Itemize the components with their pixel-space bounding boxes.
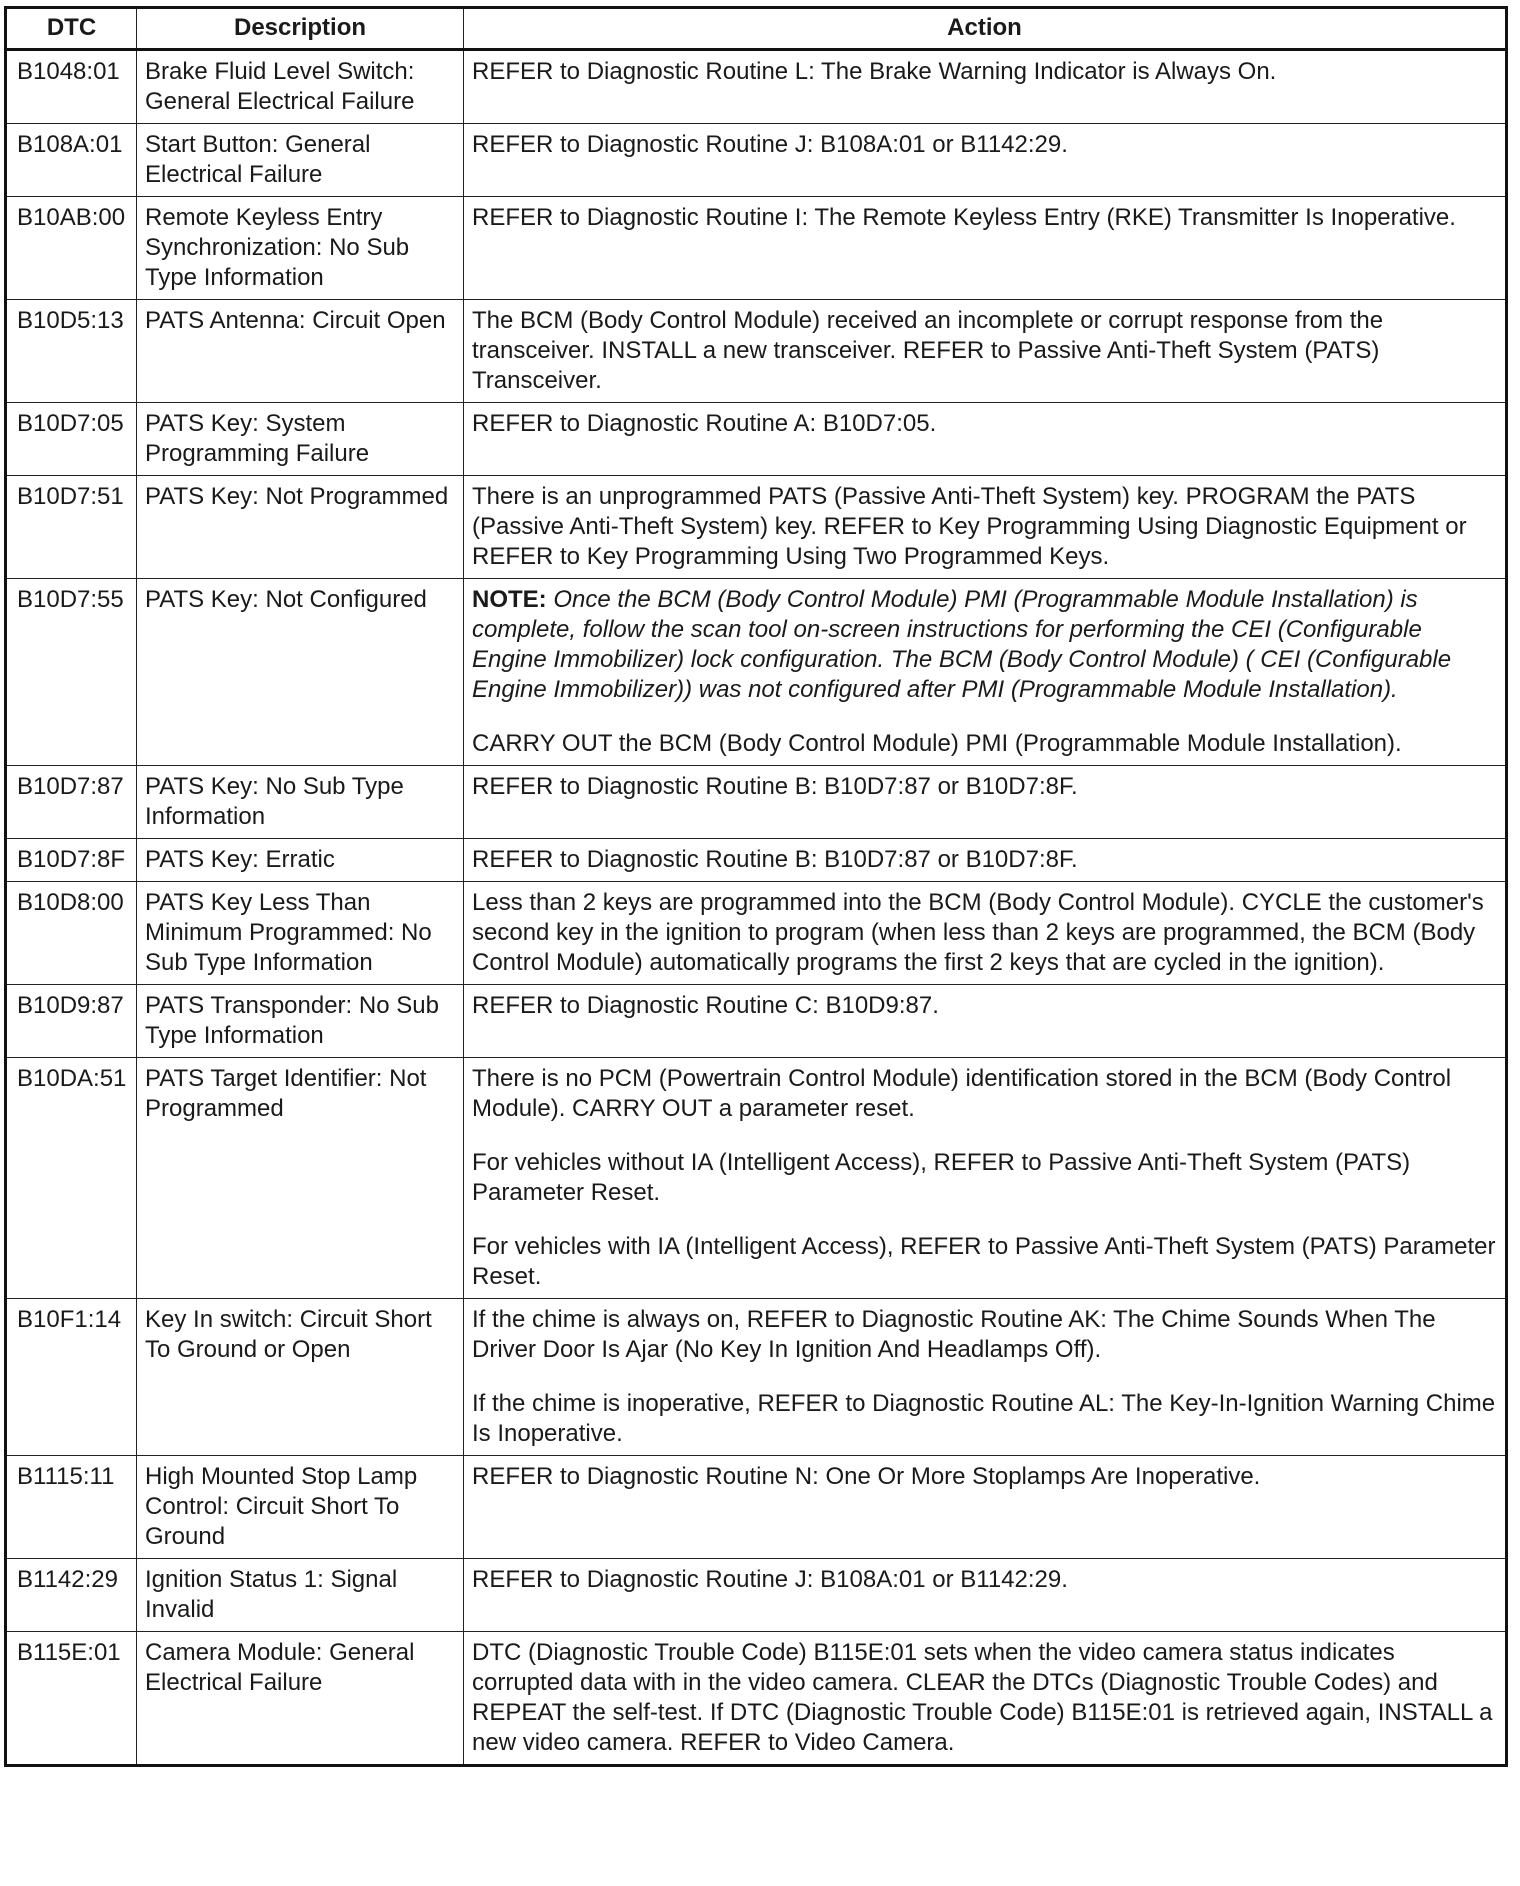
- table-row: [6, 124, 1507, 197]
- action-paragraph: REFER to Diagnostic Routine J: B108A:01 or B1142:29.: [472, 1566, 1068, 1593]
- dtc-description: PATS Key: Erratic: [137, 839, 464, 882]
- dtc-code: B10D9:87: [6, 985, 137, 1058]
- dtc-action: [464, 839, 1507, 882]
- dtc-description: PATS Key Less Than Minimum Programmed: No Sub Type Information: [137, 882, 464, 985]
- action-paragraph: REFER to Diagnostic Routine C: B10D9:87.: [472, 992, 939, 1019]
- table-row: [6, 1456, 1507, 1559]
- dtc-action: [464, 882, 1507, 985]
- header-action: Action: [464, 8, 1507, 50]
- table-row: [6, 882, 1507, 985]
- action-note: [472, 585, 1497, 705]
- action-paragraph: Less than 2 keys are programmed into the BCM (Body Control Module). CYCLE the customer's second key in the ignition to program (when less than 2 keys are programmed, the BCM (Body Control Module) automatically programs the first 2 keys that are cycled in the ignition).: [472, 889, 1484, 976]
- table-row: [6, 476, 1507, 579]
- dtc-description: Remote Keyless Entry Synchronization: No Sub Type Information: [137, 197, 464, 300]
- action-paragraph: For vehicles without IA (Intelligent Access), REFER to Passive Anti-Theft System (PATS) Parameter Reset.: [472, 1149, 1411, 1206]
- table-row: [6, 766, 1507, 839]
- dtc-action: [464, 124, 1507, 197]
- dtc-description: Start Button: General Electrical Failure: [137, 124, 464, 197]
- dtc-action: [464, 1559, 1507, 1632]
- dtc-code: B10F1:14: [6, 1299, 137, 1456]
- header-description: Description: [137, 8, 464, 50]
- action-paragraph: REFER to Diagnostic Routine J: B108A:01 or B1142:29.: [472, 131, 1068, 158]
- dtc-table: [4, 6, 1508, 1767]
- dtc-code: B1142:29: [6, 1559, 137, 1632]
- note-text: Once the BCM (Body Control Module) PMI (Programmable Module Installation) is complete, follow the scan tool on-screen instructions for performing the CEI (Configurable Engine Immobilizer) lock configuration. The BCM (Body Control Module) ( CEI (Configurable Engine Immobilizer)) was not configured after PMI (Programmable Module Installation).: [472, 586, 1452, 703]
- action-paragraph: If the chime is inoperative, REFER to Diagnostic Routine AL: The Key-In-Ignition Warning Chime Is Inoperative.: [472, 1390, 1496, 1447]
- dtc-description: Brake Fluid Level Switch: General Electrical Failure: [137, 50, 464, 124]
- dtc-code: B1115:11: [6, 1456, 137, 1559]
- dtc-action: [464, 1632, 1507, 1766]
- dtc-description: PATS Key: Not Programmed: [137, 476, 464, 579]
- dtc-action: [464, 1456, 1507, 1559]
- dtc-action: [464, 1058, 1507, 1299]
- dtc-code: B10AB:00: [6, 197, 137, 300]
- note-label: NOTE:: [472, 586, 547, 613]
- dtc-description: PATS Key: Not Configured: [137, 579, 464, 766]
- dtc-code: B10DA:51: [6, 1058, 137, 1299]
- dtc-action: [464, 197, 1507, 300]
- action-paragraph: REFER to Diagnostic Routine L: The Brake Warning Indicator is Always On.: [472, 58, 1277, 85]
- dtc-description: PATS Antenna: Circuit Open: [137, 300, 464, 403]
- table-row: [6, 197, 1507, 300]
- action-paragraph: REFER to Diagnostic Routine N: One Or More Stoplamps Are Inoperative.: [472, 1463, 1261, 1490]
- dtc-code: B10D7:8F: [6, 839, 137, 882]
- dtc-description: PATS Key: No Sub Type Information: [137, 766, 464, 839]
- action-paragraph: REFER to Diagnostic Routine I: The Remote Keyless Entry (RKE) Transmitter Is Inoperative.: [472, 204, 1456, 231]
- table-row: [6, 839, 1507, 882]
- action-paragraph: The BCM (Body Control Module) received an incomplete or corrupt response from the transceiver. INSTALL a new transceiver. REFER to Passive Anti-Theft System (PATS) Transceiver.: [472, 307, 1384, 394]
- dtc-code: B108A:01: [6, 124, 137, 197]
- action-paragraph: There is an unprogrammed PATS (Passive Anti-Theft System) key. PROGRAM the PATS (Passive Anti-Theft System) key. REFER to Key Programming Using Diagnostic Equipment or REFER to Key Programming Using Two Programmed Keys.: [472, 483, 1467, 570]
- action-paragraph: REFER to Diagnostic Routine A: B10D7:05.: [472, 410, 937, 437]
- action-paragraph: For vehicles with IA (Intelligent Access), REFER to Passive Anti-Theft System (PATS) Parameter Reset.: [472, 1233, 1496, 1290]
- table-row: [6, 579, 1507, 766]
- table-row: [6, 300, 1507, 403]
- dtc-action: [464, 403, 1507, 476]
- dtc-code: B10D5:13: [6, 300, 137, 403]
- dtc-code: B10D7:05: [6, 403, 137, 476]
- dtc-action: [464, 985, 1507, 1058]
- dtc-description: PATS Key: System Programming Failure: [137, 403, 464, 476]
- dtc-action: [464, 579, 1507, 766]
- header-dtc: DTC: [6, 8, 137, 50]
- dtc-action: [464, 476, 1507, 579]
- action-paragraph: DTC (Diagnostic Trouble Code) B115E:01 sets when the video camera status indicates corrupted data with in the video camera. CLEAR the DTCs (Diagnostic Trouble Codes) and REPEAT the self-test. If DTC (Diagnostic Trouble Code) B115E:01 is retrieved again, INSTALL a new video camera. REFER to Video Camera.: [472, 1639, 1493, 1756]
- table-row: [6, 1058, 1507, 1299]
- dtc-description: Camera Module: General Electrical Failure: [137, 1632, 464, 1766]
- dtc-action: [464, 300, 1507, 403]
- dtc-description: Key In switch: Circuit Short To Ground or Open: [137, 1299, 464, 1456]
- table-row: [6, 1559, 1507, 1632]
- table-row: [6, 985, 1507, 1058]
- dtc-code: B1048:01: [6, 50, 137, 124]
- action-paragraph: REFER to Diagnostic Routine B: B10D7:87 or B10D7:8F.: [472, 773, 1078, 800]
- table-row: [6, 50, 1507, 124]
- header-row: [6, 8, 1507, 50]
- table-row: [6, 1632, 1507, 1766]
- table-row: [6, 403, 1507, 476]
- action-paragraph: REFER to Diagnostic Routine B: B10D7:87 or B10D7:8F.: [472, 846, 1078, 873]
- action-paragraph: If the chime is always on, REFER to Diagnostic Routine AK: The Chime Sounds When The Driver Door Is Ajar (No Key In Ignition And Headlamps Off).: [472, 1306, 1436, 1363]
- dtc-action: [464, 1299, 1507, 1456]
- dtc-description: PATS Transponder: No Sub Type Information: [137, 985, 464, 1058]
- action-paragraph: There is no PCM (Powertrain Control Module) identification stored in the BCM (Body Control Module). CARRY OUT a parameter reset.: [472, 1065, 1452, 1122]
- dtc-code: B115E:01: [6, 1632, 137, 1766]
- dtc-code: B10D7:87: [6, 766, 137, 839]
- dtc-action: [464, 766, 1507, 839]
- dtc-action: [464, 50, 1507, 124]
- table-body: [6, 50, 1507, 1766]
- dtc-description: Ignition Status 1: Signal Invalid: [137, 1559, 464, 1632]
- action-paragraph: CARRY OUT the BCM (Body Control Module) PMI (Programmable Module Installation).: [472, 730, 1402, 757]
- dtc-code: B10D8:00: [6, 882, 137, 985]
- dtc-description: PATS Target Identifier: Not Programmed: [137, 1058, 464, 1299]
- table-row: [6, 1299, 1507, 1456]
- dtc-code: B10D7:51: [6, 476, 137, 579]
- dtc-code: B10D7:55: [6, 579, 137, 766]
- dtc-description: High Mounted Stop Lamp Control: Circuit Short To Ground: [137, 1456, 464, 1559]
